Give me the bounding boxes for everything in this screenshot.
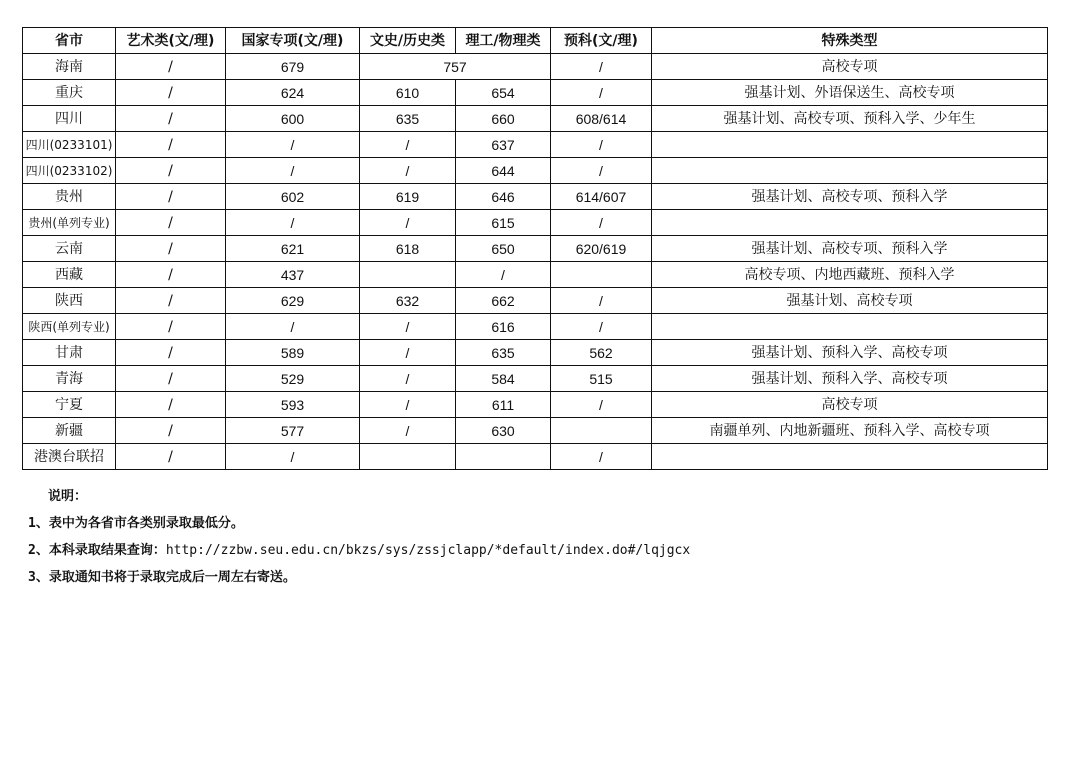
cell-national: 679 — [226, 54, 360, 80]
table-row — [23, 444, 1048, 470]
cell-province: 陕西(单列专业) — [23, 314, 116, 340]
table-row — [23, 236, 1048, 262]
cell-art: / — [116, 54, 226, 80]
cell-art: / — [116, 418, 226, 444]
cell-national: / — [226, 158, 360, 184]
result-query-url[interactable]: http://zzbw.seu.edu.cn/bkzs/sys/zssjclapp/*default/index.do#/lqjgcx — [165, 543, 691, 558]
cell-art: / — [116, 132, 226, 158]
cell-art: / — [116, 314, 226, 340]
cell-science: 660 — [456, 106, 551, 132]
cell-science: 630 — [456, 418, 551, 444]
cell-science: 662 — [456, 288, 551, 314]
cell-province: 云南 — [23, 236, 116, 262]
cell-prep: 562 — [551, 340, 652, 366]
cell-province: 新疆 — [23, 418, 116, 444]
cell-liberal: / — [360, 314, 456, 340]
cell-science: / — [456, 262, 551, 288]
cell-liberal: / — [360, 392, 456, 418]
cell-art: / — [116, 184, 226, 210]
cell-province: 四川(0233101) — [23, 132, 116, 158]
cell-prep: 515 — [551, 366, 652, 392]
cell-liberal: 610 — [360, 80, 456, 106]
cell-art: / — [116, 392, 226, 418]
cell-liberal: / — [360, 340, 456, 366]
cell-special: 强基计划、外语保送生、高校专项 — [652, 80, 1048, 106]
cell-national: 577 — [226, 418, 360, 444]
cell-national: 529 — [226, 366, 360, 392]
cell-national: 602 — [226, 184, 360, 210]
cell-national: / — [226, 210, 360, 236]
cell-special — [652, 444, 1048, 470]
cell-province: 四川(0233102) — [23, 158, 116, 184]
cell-science: 650 — [456, 236, 551, 262]
header-art: 艺术类(文/理) — [116, 28, 226, 54]
header-liberal: 文史/历史类 — [360, 28, 456, 54]
table-row — [23, 106, 1048, 132]
table-row — [23, 184, 1048, 210]
cell-special: 高校专项、内地西藏班、预科入学 — [652, 262, 1048, 288]
cell-science: 635 — [456, 340, 551, 366]
cell-prep: / — [551, 392, 652, 418]
cell-special: 强基计划、高校专项、预科入学 — [652, 184, 1048, 210]
note-item-2 — [28, 541, 690, 568]
cell-prep: / — [551, 210, 652, 236]
cell-prep: 614/607 — [551, 184, 652, 210]
cell-liberal: / — [360, 132, 456, 158]
table-header-row — [23, 28, 1048, 54]
cell-liberal: 618 — [360, 236, 456, 262]
cell-prep: / — [551, 132, 652, 158]
cell-liberal: / — [360, 210, 456, 236]
cell-liberal: / — [360, 366, 456, 392]
cell-science — [456, 444, 551, 470]
cell-science: 646 — [456, 184, 551, 210]
cell-national: 600 — [226, 106, 360, 132]
cell-national: / — [226, 444, 360, 470]
cell-liberal — [360, 444, 456, 470]
cell-prep: / — [551, 314, 652, 340]
cell-special: 强基计划、预科入学、高校专项 — [652, 340, 1048, 366]
header-science: 理工/物理类 — [456, 28, 551, 54]
admission-scores-table — [22, 27, 1048, 470]
table-row — [23, 314, 1048, 340]
cell-national: 437 — [226, 262, 360, 288]
cell-art: / — [116, 288, 226, 314]
cell-province: 贵州 — [23, 184, 116, 210]
cell-special: 强基计划、高校专项、预科入学、少年生 — [652, 106, 1048, 132]
cell-prep — [551, 418, 652, 444]
cell-special — [652, 158, 1048, 184]
cell-national: 589 — [226, 340, 360, 366]
cell-liberal: / — [360, 158, 456, 184]
notes-section — [28, 487, 690, 595]
cell-science: 584 — [456, 366, 551, 392]
cell-liberal — [360, 262, 456, 288]
table-row — [23, 418, 1048, 444]
cell-special: 高校专项 — [652, 54, 1048, 80]
cell-special — [652, 210, 1048, 236]
cell-province: 宁夏 — [23, 392, 116, 418]
cell-science: 616 — [456, 314, 551, 340]
cell-art: / — [116, 236, 226, 262]
cell-province: 四川 — [23, 106, 116, 132]
cell-province: 青海 — [23, 366, 116, 392]
table-row — [23, 392, 1048, 418]
cell-art: / — [116, 340, 226, 366]
cell-national: / — [226, 132, 360, 158]
cell-liberal: 632 — [360, 288, 456, 314]
cell-art: / — [116, 366, 226, 392]
table-row — [23, 132, 1048, 158]
note-item-2-label: 2、本科录取结果查询： — [28, 543, 166, 558]
header-special: 特殊类型 — [652, 28, 1048, 54]
table-row — [23, 210, 1048, 236]
cell-science: 637 — [456, 132, 551, 158]
cell-special: 强基计划、预科入学、高校专项 — [652, 366, 1048, 392]
cell-prep: 620/619 — [551, 236, 652, 262]
table-row — [23, 80, 1048, 106]
cell-science: 654 — [456, 80, 551, 106]
cell-prep: / — [551, 54, 652, 80]
header-province: 省市 — [23, 28, 116, 54]
cell-art: / — [116, 262, 226, 288]
cell-national: / — [226, 314, 360, 340]
cell-liberal: / — [360, 418, 456, 444]
cell-special — [652, 314, 1048, 340]
table-row — [23, 340, 1048, 366]
cell-province: 海南 — [23, 54, 116, 80]
cell-prep: / — [551, 80, 652, 106]
header-national: 国家专项(文/理) — [226, 28, 360, 54]
note-item-3: 3、录取通知书将于录取完成后一周左右寄送。 — [28, 570, 296, 585]
cell-science: 615 — [456, 210, 551, 236]
cell-art: / — [116, 80, 226, 106]
cell-science: 644 — [456, 158, 551, 184]
cell-liberal: 635 — [360, 106, 456, 132]
cell-province: 贵州(单列专业) — [23, 210, 116, 236]
cell-liberal: 619 — [360, 184, 456, 210]
cell-province: 港澳台联招 — [23, 444, 116, 470]
cell-prep — [551, 262, 652, 288]
table-row — [23, 366, 1048, 392]
notes-title: 说明： — [48, 489, 88, 504]
cell-special — [652, 132, 1048, 158]
note-item-1: 1、表中为各省市各类别录取最低分。 — [28, 516, 244, 531]
cell-special: 高校专项 — [652, 392, 1048, 418]
table-row — [23, 158, 1048, 184]
cell-prep: / — [551, 288, 652, 314]
cell-prep: 608/614 — [551, 106, 652, 132]
cell-science: 611 — [456, 392, 551, 418]
cell-art: / — [116, 444, 226, 470]
cell-art: / — [116, 106, 226, 132]
cell-special: 南疆单列、内地新疆班、预科入学、高校专项 — [652, 418, 1048, 444]
cell-prep: / — [551, 158, 652, 184]
cell-province: 重庆 — [23, 80, 116, 106]
cell-province: 甘肃 — [23, 340, 116, 366]
table-row — [23, 262, 1048, 288]
cell-special: 强基计划、高校专项 — [652, 288, 1048, 314]
cell-national: 629 — [226, 288, 360, 314]
table-row — [23, 54, 1048, 80]
cell-province: 西藏 — [23, 262, 116, 288]
cell-art: / — [116, 158, 226, 184]
cell-art: / — [116, 210, 226, 236]
cell-prep: / — [551, 444, 652, 470]
cell-national: 593 — [226, 392, 360, 418]
cell-special: 强基计划、高校专项、预科入学 — [652, 236, 1048, 262]
header-prep: 预科(文/理) — [551, 28, 652, 54]
cell-merged-score: 757 — [360, 54, 551, 80]
cell-national: 624 — [226, 80, 360, 106]
cell-national: 621 — [226, 236, 360, 262]
table-row — [23, 288, 1048, 314]
cell-province: 陕西 — [23, 288, 116, 314]
